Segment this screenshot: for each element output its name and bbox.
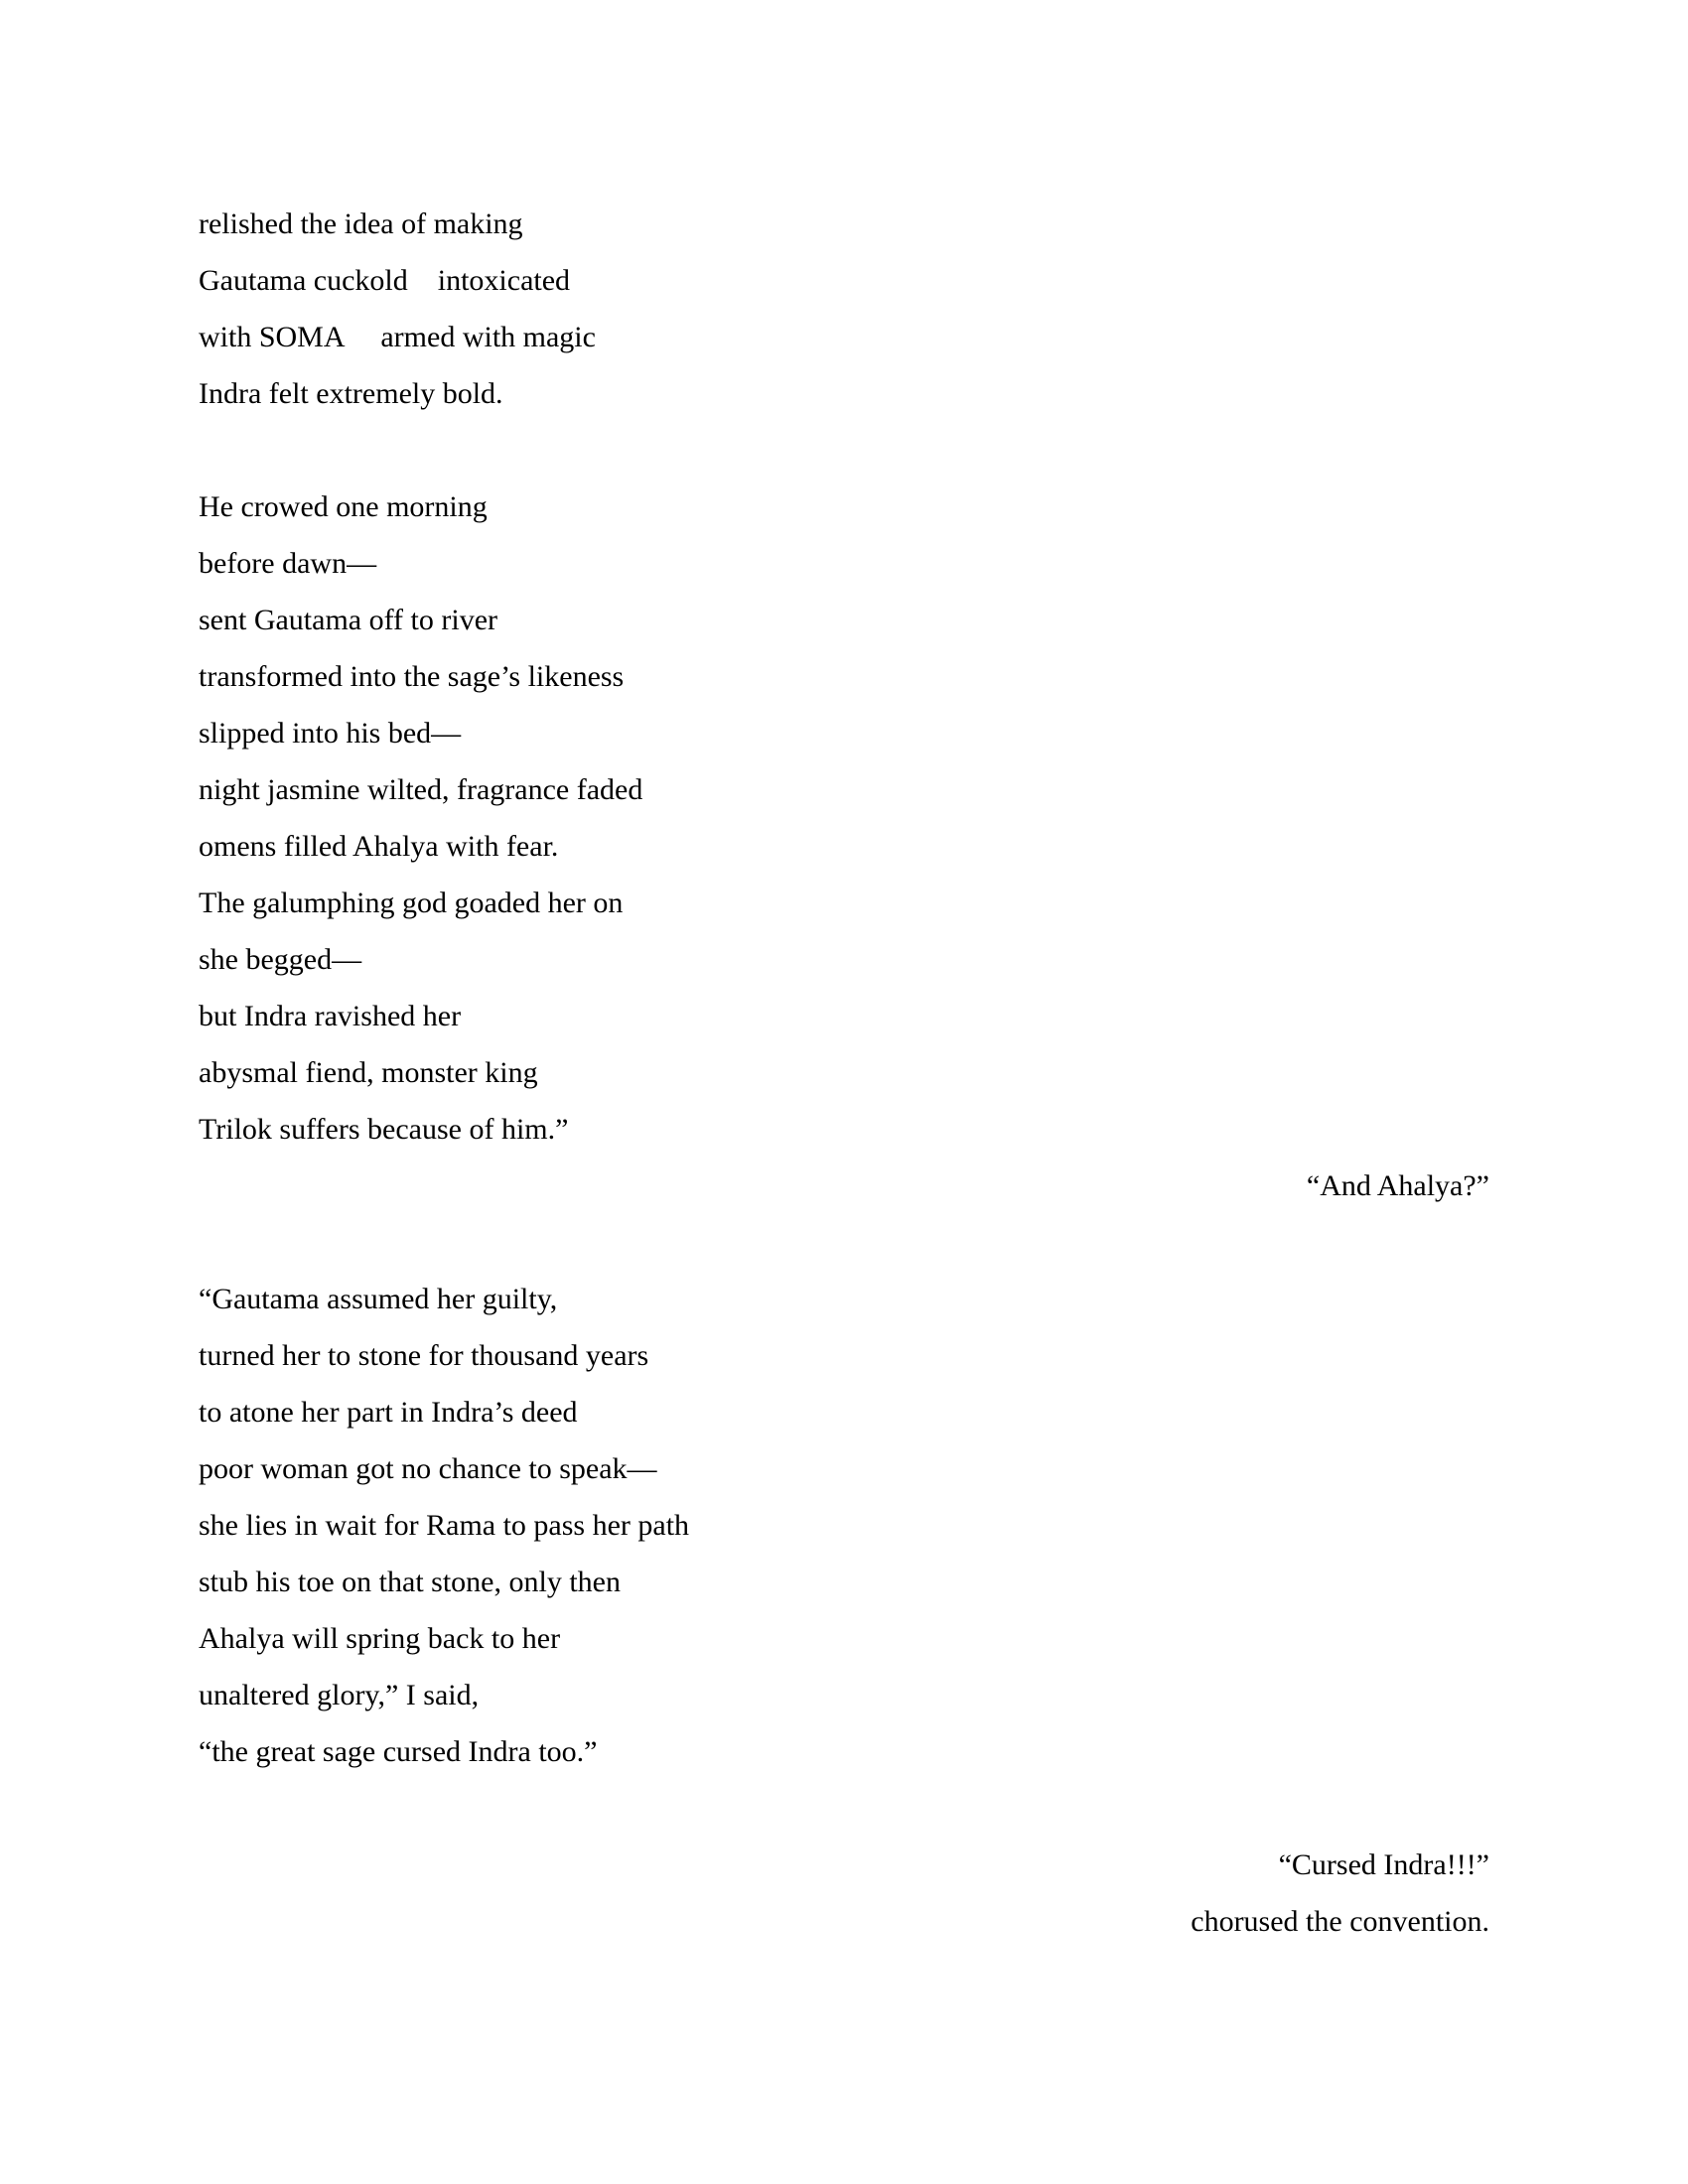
poem-line: stub his toe on that stone, only then [199,1566,621,1598]
blank-line [199,1780,1489,1837]
poem-line: Trilok suffers because of him.” [199,1113,569,1146]
poem-line: omens filled Ahalya with fear. [199,830,559,863]
poem-line: with SOMA armed with magic [199,321,596,353]
poem-line: she lies in wait for Rama to pass her path [199,1509,690,1542]
poem-line: before dawn— [199,547,377,580]
poem-line: Indra felt extremely bold. [199,377,503,410]
poem-line-dialogue: “And Ahalya?” [1306,1169,1489,1202]
poem-line: relished the idea of making [199,207,523,240]
poem-line: “the great sage cursed Indra too.” [199,1735,598,1768]
poem-line: “Gautama assumed her guilty, [199,1283,558,1315]
poem-line: to atone her part in Indra’s deed [199,1396,578,1429]
poem-line: she begged— [199,943,362,976]
blank-line [199,1214,1489,1271]
poem-line: Ahalya will spring back to her [199,1622,561,1655]
poem-line: transformed into the sage’s likeness [199,660,625,693]
poem-line: sent Gautama off to river [199,604,498,636]
poem-line-dialogue: “Cursed Indra!!!” [1278,1848,1489,1881]
poem-line: slipped into his bed— [199,717,462,750]
poem-line: abysmal fiend, monster king [199,1056,538,1089]
poem-line-dialogue: chorused the convention. [1191,1905,1489,1938]
blank-line [199,422,1489,478]
poem-line: The galumphing god goaded her on [199,887,624,919]
poem-line: night jasmine wilted, fragrance faded [199,773,643,806]
poem-line: turned her to stone for thousand years [199,1339,649,1372]
poem-line: He crowed one morning [199,490,488,523]
poem-line: poor woman got no chance to speak— [199,1452,657,1485]
poem-line: but Indra ravished her [199,1000,462,1032]
poem-line: Gautama cuckold intoxicated [199,264,571,297]
poem-line: unaltered glory,” I said, [199,1679,480,1711]
